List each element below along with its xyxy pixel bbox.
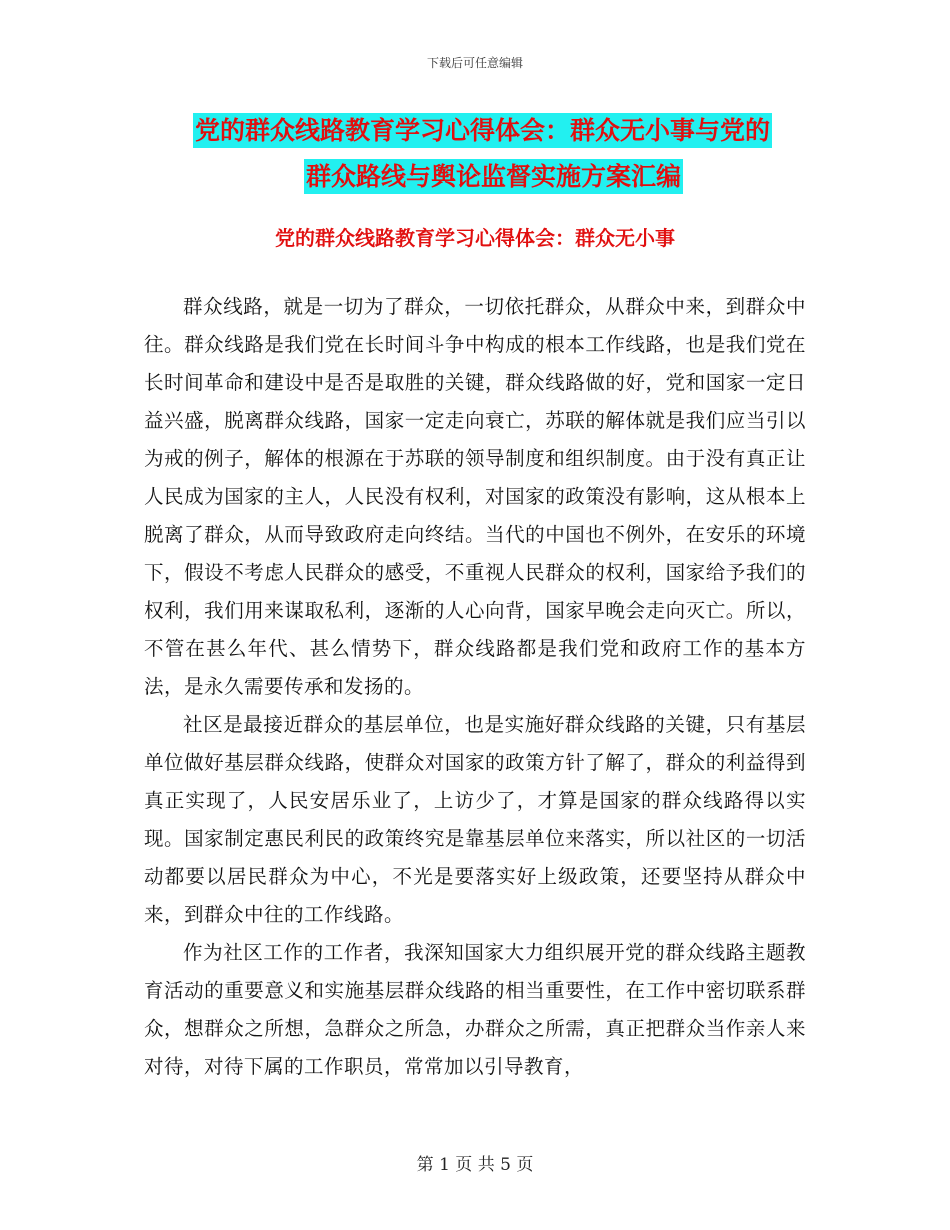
title-line-2-text: 群众路线与舆论监督实施方案汇编 [304, 159, 683, 194]
document-title [140, 108, 820, 200]
header-note: 下载后可任意编辑 [426, 56, 523, 70]
section-subtitle: 党的群众线路教育学习心得体会：群众无小事 [275, 226, 675, 250]
paragraph-2: 社区是最接近群众的基层单位，也是实施好群众线路的关键，只有基层单位做好基层群众线路，使群众对国家的政策方针了解了，群众的利益得到真正实现了，人民安居乐业了，上访少了，才算是国家的群众线路得以实现。国家制定惠民利民的政策终究是靠基层单位来落实，所以社区的一切活动都要以居民群众为中心，不光是要落实好上级政策，还要坚持从群众中来，到群众中往的工作线路。 [144, 713, 806, 926]
paragraph-3: 作为社区工作的工作者，我深知国家大力组织展开党的群众线路主题教育活动的重要意义和实施基层群众线路的相当重要性，在工作中密切联系群众，想群众之所想，急群众之所急，办群众之所需，真正把群众当作亲人来对待，对待下属的工作职员，常常加以引导教育， [144, 941, 806, 1078]
paragraph-1: 群众线路，就是一切为了群众，一切依托群众，从群众中来，到群众中往。群众线路是我们党在长时间斗争中构成的根本工作线路，也是我们党在长时间革命和建设中是否是取胜的关键，群众线路做的好，党和国家一定日益兴盛，脱离群众线路，国家一定走向衰亡，苏联的解体就是我们应当引以为戒的例子，解体的根源在于苏联的领导制度和组织制度。由于没有真正让人民成为国家的主人，人民没有权利，对国家的政策没有影响，这从根本上脱离了群众，从而导致政府走向终结。当代的中国也不例外，在安乐的环境下，假设不考虑人民群众的感受，不重视人民群众的权利，国家给予我们的权利，我们用来谋取私利，逐渐的人心向背，国家早晚会走向灭亡。所以，不管在甚么年代、甚么情势下，群众线路都是我们党和政府工作的基本方法，是永久需要传承和发扬的。 [144, 295, 806, 698]
page-footer: 第 1 页 共 5 页 [416, 1155, 534, 1175]
body-text [144, 288, 806, 1086]
title-line-1-text: 党的群众线路教育学习心得体会：群众无小事与党的 [193, 113, 772, 148]
title-line-1 [140, 108, 820, 154]
title-line-2 [140, 154, 820, 200]
